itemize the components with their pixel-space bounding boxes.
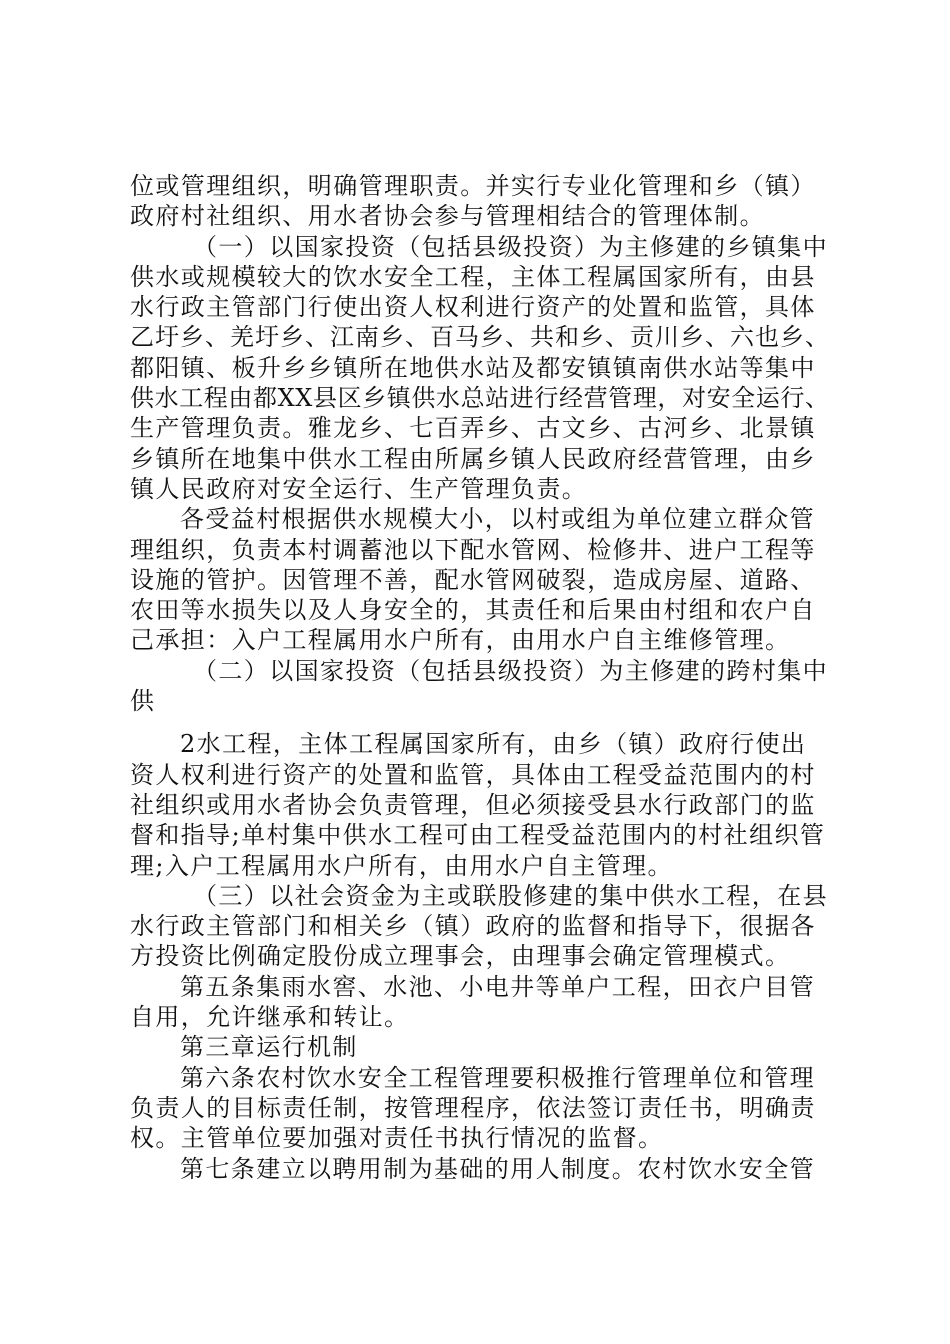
text-line: 第七条建立以聘用制为基础的用人制度。农村饮水安全管 (180, 1154, 815, 1183)
text-line: 负责人的目标责任制，按管理程序，依法签订责任书，明确责 (130, 1093, 816, 1122)
document-body (130, 171, 830, 1184)
text-line: 方投资比例确定股份成立理事会，由理事会确定管理模式。 (130, 942, 791, 971)
text-line: 社组织或用水者协会负责管理，但必须接受县水行政部门的监 (130, 790, 816, 819)
text-line: 供水工程由都XX县区乡镇供水总站进行经营管理，对安全运行、 (130, 384, 830, 413)
text-line: 第六条农村饮水安全工程管理要积极推行管理单位和管理 (180, 1063, 815, 1092)
text-line: 权。主管单位要加强对责任书执行情况的监督。 (130, 1124, 664, 1153)
text-line: （一）以国家投资（包括县级投资）为主修建的乡镇集中 (193, 232, 828, 261)
text-line: 督和指导;单村集中供水工程可由工程受益范围内的村社组织管 (130, 821, 826, 850)
text-line: 镇人民政府对安全运行、生产管理负责。 (130, 474, 588, 503)
text-line: 位或管理组织，明确管理职责。并实行专业化管理和乡（镇） (130, 172, 816, 200)
text-line: 各受益村根据供水规模大小，以村或组为单位建立群众管 (180, 505, 815, 534)
text-line: 资人权利进行资产的处置和监管，具体由工程受益范围内的村 (130, 760, 816, 789)
text-line: 农田等水损失以及人身安全的，其责任和后果由村组和农户自 (130, 596, 816, 625)
text-line: 自用，允许继承和转让。 (130, 1003, 410, 1032)
text-line: 设施的管护。因管理不善，配水管网破裂，造成房屋、道路、 (130, 565, 816, 594)
text-line: 供 (130, 687, 156, 716)
text-line: 理组织，负责本村调蓄池以下配水管网、检修井、进户工程等 (130, 535, 816, 564)
text-line: 乙圩乡、羌圩乡、江南乡、百马乡、共和乡、贡川乡、六也乡、 (130, 323, 830, 352)
chapter-heading: 第三章运行机制 (180, 1033, 358, 1062)
text-line: 政府村社组织、用水者协会参与管理相结合的管理体制。 (130, 202, 765, 231)
text-line: 水行政主管部门和相关乡（镇）政府的监督和指导下，很据各 (130, 912, 816, 941)
text-line: 供水或规模较大的饮水安全工程，主体工程属国家所有，由县 (130, 262, 816, 291)
text-line: 生产管理负责。雅龙乡、七百弄乡、古文乡、古河乡、北景镇 (130, 414, 816, 443)
text-line: 己承担：入户工程属用水户所有，由用水户自主维修管理。 (130, 626, 791, 655)
text-line: 乡镇所在地集中供水工程由所属乡镇人民政府经营管理，由乡 (130, 444, 816, 473)
text-line: （二）以国家投资（包括县级投资）为主修建的跨村集中 (193, 656, 828, 685)
text-line: 第五条集雨水窖、水池、小电井等单户工程，田衣户目管 (180, 972, 815, 1001)
text-line: 理;入户工程属用水户所有，由用水户自主管理。 (130, 851, 673, 880)
text-line: （三）以社会资金为主或联股修建的集中供水工程，在县 (193, 881, 828, 910)
text-line: 水行政主管部门行使出资人权利进行资产的处置和监管，具体 (130, 293, 816, 322)
text-line: 都阳镇、板升乡乡镇所在地供水站及都安镇镇南供水站等集中 (130, 353, 816, 382)
text-line: 2水工程，主体工程属国家所有，由乡（镇）政府行使出 (180, 730, 807, 759)
